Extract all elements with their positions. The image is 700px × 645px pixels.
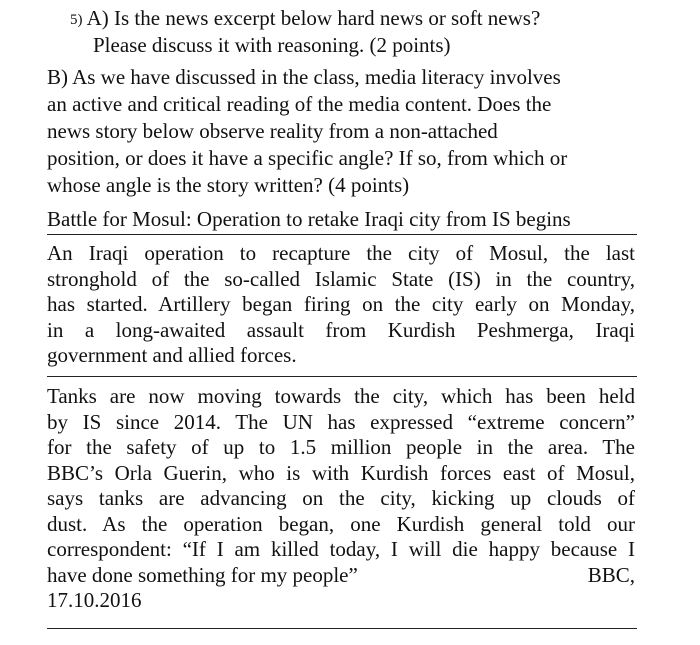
divider-rule (47, 376, 637, 377)
question-b-line: an active and critical reading of the media content. Does the (47, 92, 552, 116)
paragraph-line: in a long-awaited assault from Kurdish Peshmerga, Iraqi (47, 317, 635, 342)
paragraph-line: correspondent: “If I am killed today, I will die happy because I (47, 537, 635, 561)
paragraph-line: government and allied forces. (47, 343, 297, 367)
article-paragraph-2 (47, 384, 635, 614)
question-b-line: B) As we have discussed in the class, media literacy involves (47, 65, 561, 89)
paragraph-final-row (47, 563, 635, 589)
paragraph-line: stronghold of the so-called Islamic State (IS) in the country, (47, 266, 635, 291)
question-a-text: A) Is the news excerpt below hard news or soft news? (86, 6, 541, 30)
paragraph-line: dust. As the operation began, one Kurdish general told our (47, 511, 635, 536)
question-b-line: whose angle is the story written? (4 points) (47, 173, 410, 197)
divider-rule (47, 234, 637, 235)
question-b-line: news story below observe reality from a non-attached (47, 119, 498, 143)
paragraph-line: Tanks are now moving towards the city, which has been held (47, 384, 635, 408)
question-a-line2: Please discuss it with reasoning. (2 points) (93, 33, 451, 57)
article-source: BBC, (587, 562, 635, 587)
paragraph-line: by IS since 2014. The UN has expressed “extreme concern” (47, 409, 635, 434)
question-b-line: position, or does it have a specific angle? If so, from which or (47, 146, 568, 170)
divider-rule (47, 628, 637, 629)
article-paragraph-1 (47, 241, 635, 369)
paragraph-line: BBC’s Orla Guerin, who is with Kurdish forces east of Mosul, (47, 460, 635, 485)
paragraph-line: An Iraqi operation to recapture the city of Mosul, the last (47, 241, 635, 265)
paragraph-line: for the safety of up to 1.5 million people in the area. The (47, 435, 635, 459)
paragraph-line: has started. Artillery began firing on the city early on Monday, (47, 292, 635, 316)
article-headline: Battle for Mosul: Operation to retake Iraqi city from IS begins (47, 207, 571, 231)
paragraph-line: says tanks are advancing on the city, kicking up clouds of (47, 486, 635, 510)
question-a-line1 (70, 6, 540, 32)
article-date: 17.10.2016 (47, 588, 142, 612)
question-number: 5) (70, 12, 83, 28)
paragraph-line: have done something for my people” (47, 562, 358, 587)
